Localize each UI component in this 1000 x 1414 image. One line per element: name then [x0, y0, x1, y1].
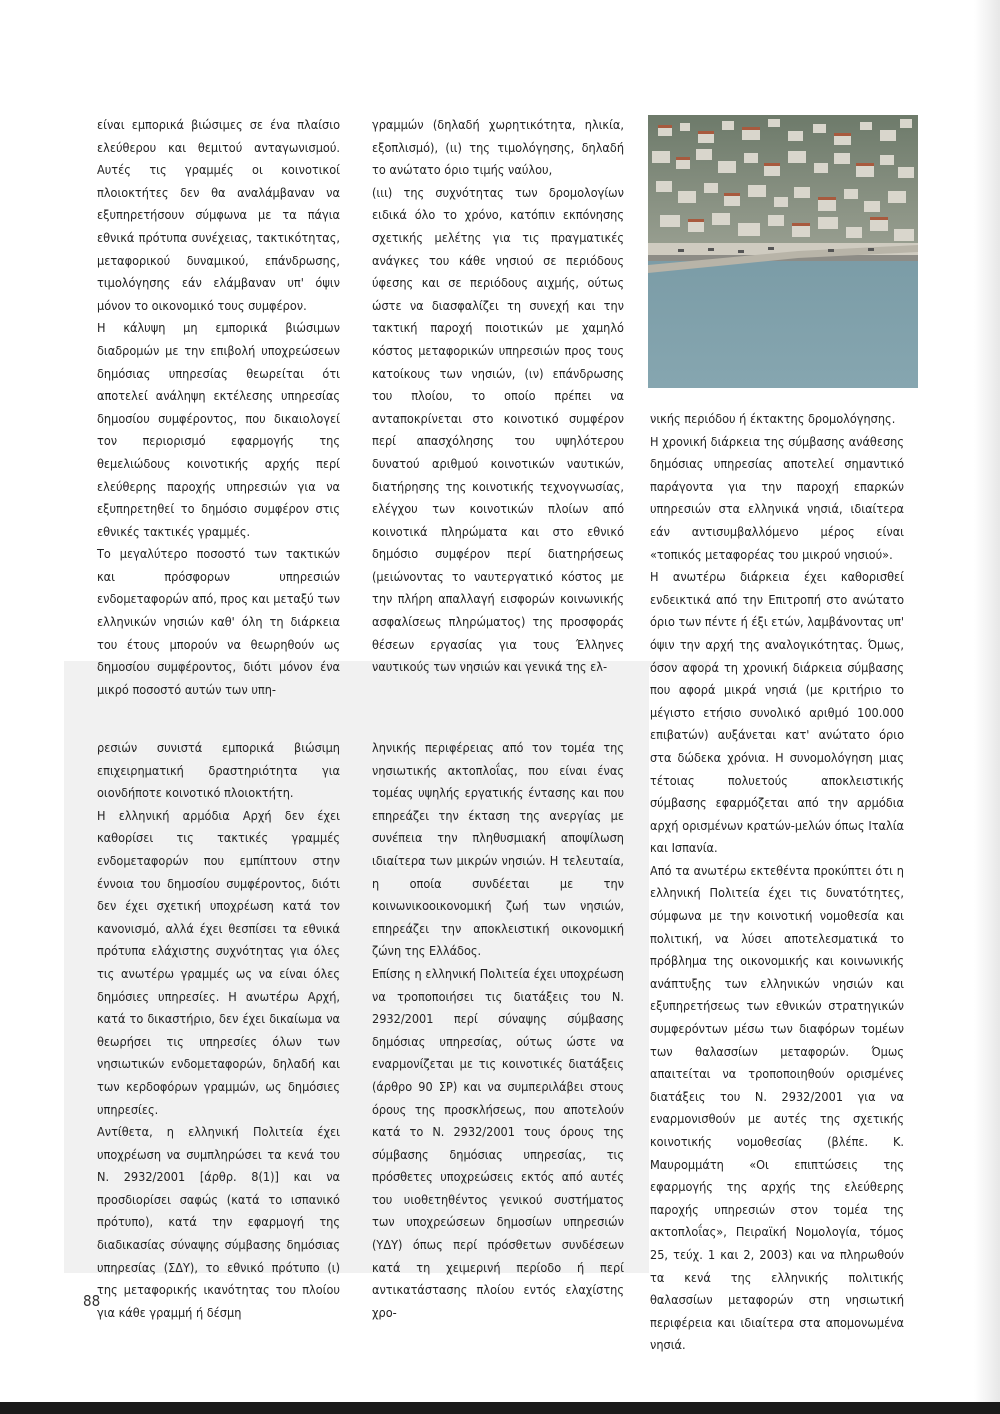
- scan-page-edge: [974, 0, 1000, 1414]
- paragraph: Η ανωτέρω διάρκεια έχει καθορισθεί ενδεικτικά από την Επιτροπή στο ανώτατο όριο των πέντε ή έξι ετών, λαμβάνοντας υπ' όψιν την αρχή της αναλογικότητας. Όμως, όσον αφορά τη χρονική διάρκεια σύμβασης που αφορά μικρά νησιά (με κριτήριο το μέγιστο ετήσιο συνολικό αριθμό 100.000 επιβατών) αυξάνεται κατ' ανώτατο όριο στα δώδεκα χρόνια. Η συνομολόγηση μιας τέτοιας πολυετούς αποκλειστικής σύμβασης εφαρμόζεται από την αρμόδια αρχή ορισμένων κρατών-μελών όπως Ιταλία και Ισπανία.: [650, 569, 904, 856]
- paragraph: Από τα ανωτέρω εκτεθέντα προκύπτει ότι η ελληνική Πολιτεία έχει τις δυνατότητες, σύμφωνα με την κοινοτική νομοθεσία και πολιτική, να λύσει αποτελεσματικά το πρόβλημα της οικονομικής και κοινωνικής ανάπτυξης των ελληνικών νησιών και εξυπηρετήσεως των εθνικών στρατηγικών συμφερόντων μέσω των διαφόρων τομέων των θαλασσίων μεταφορών. Όμως απαιτείται να τροποποιηθούν ορισμένες διατάξεις του Ν. 2932/2001 για να εναρμονισθούν με αυτές της σχετικής κοινοτικής νομοθεσίας (βλέπε. Κ. Μαυρομμάτη «Οι επιπτώσεις της εφαρμογής της αρχής της ελεύθερης παροχής υπηρεσιών στον τομέα της ακτοπλοΐας», Πειραϊκή Νομολογία, τόμος 25, τεύχ. 1 και 2, 2003) και να πληρωθούν τα κενά της ελληνικής πολιτικής θαλασσίων μεταφορών στη νησιωτική περιφέρεια και ιδιαίτερα στα απομονωμένα νησιά.: [650, 862, 904, 1353]
- paragraph: (ιιι) της συχνότητας των δρομολογίων ειδικά όλο το χρόνο, κατόπιν εκπόνησης σχετικής μελέτης για τις πραγματικές ανάγκες του κάθε νησιού σε περιόδους ύφεσης και σε περιόδους αιχμής, ούτως ώστε να διασφαλίζει τη συνεχή και την τακτική παροχή ποιοτικών με χαμηλό κόστος μεταφορικών υπηρεσιών προς τους κατοίκους των νησιών, (ιν) επάνδρωσης του πλοίου, το οποίο πρέπει να ανταποκρίνεται στο κοινοτικό συμφέρον περί απασχόλησης του υψηλότερου δυνατού αριθμού κοινοτικών ναυτικών, διατήρησης της κοινοτικής τεχνογνωσίας, ελέγχου των κοινοτικών πλοίων από κοινοτικά πληρώματα και στο εθνικό δημόσιο συμφέρον περί διατηρήσεως (μειώνοντας το ναυτεργατικό κόστος με την πλήρη απαλλαγή εισφορών κοινωνικής ασφαλίσεως πληρώματος) της προσφοράς θέσεων εργασίας για τους Έλληνες ναυτικούς των νησιών και γενικά της ελ-: [372, 184, 624, 675]
- text-column-2: [372, 114, 624, 679]
- paragraph: ρεσιών συνιστά εμπορικά βιώσιμη επιχειρηματική δραστηριότητα για οιονδήποτε κοινοτικό πλοιοκτήτη.: [97, 740, 340, 801]
- paragraph: είναι εμπορικά βιώσιμες σε ένα πλαίσιο ελεύθερου και θεμιτού ανταγωνισμού. Αυτές τις γραμμές οι κοινοτικοί πλοιοκτήτες δεν θα αναλάμβαναν να εξυπηρετήσουν σύμφωνα με τα πάγια εθνικά πρότυπα συνέχειας, τακτικότητας, μεταφορικού δυναμικού, επάνδρωσης, τιμολόγησης εάν ελάμβαναν υπ' όψιν μόνον το οικονομικό τους συμφέρον.: [97, 117, 340, 313]
- paragraph: Επίσης η ελληνική Πολιτεία έχει υποχρέωση να τροποποιήσει τις διατάξεις του Ν. 2932/2001 περί σύναψης σύμβασης δημόσιας υπηρεσίας, ούτως ώστε να εναρμονίζεται με τις κοινοτικές διατάξεις (άρθρο 90 ΣΡ) και να συμπεριλάβει στους όρους της προσκλήσεως, που αποτελούν κατά το Ν. 2932/2001 τους όρους της σύμβασης δημόσιας υπηρεσίας, τις πρόσθετες υποχρεώσεις εκτός από αυτές του υιοθετηθέντος γενικού συστήματος των υποχρεώσεων δημοσίων υπηρεσιών (ΥΔΥ) όπως περί πρόσθετων συνδέσεων κατά τη χειμερινή περίοδο ή περί αντικατάστασης πλοίου εντός ελαχίστης χρο-: [372, 965, 624, 1320]
- paragraph: γραμμών (δηλαδή χωρητικότητα, ηλικία, εξοπλισμό), (ιι) της τιμολόγησης, δηλαδή το ανώτατο όριο τιμής ναύλου,: [372, 117, 624, 178]
- text-column-1: [97, 114, 340, 701]
- text-column-4: [372, 737, 624, 1324]
- paragraph: ληνικής περιφέρειας από τον τομέα της νησιωτικής ακτοπλοΐας, που είναι ένας τομέας υψηλής εργατικής έντασης και που επηρεάζει την έκταση της ανεργίας με συνέπεια την πληθυσμιακή αποψίλωση ιδιαίτερα των μικρών νησιών. Η τελευταία, η οποία συνδέεται με την κοινωνικοοικονομική ζωή των νησιών, επηρεάζει την αποκλειστική οικονομική ζώνη της Ελλάδος.: [372, 740, 624, 959]
- page-number: 88: [83, 1292, 101, 1310]
- paragraph: Αντίθετα, η ελληνική Πολιτεία έχει υποχρέωση να συμπληρώσει τα κενά του Ν. 2932/2001 [άρθρ. 8(1)] και να προσδιορίσει σαφώς (κατά το ισπανικό πρότυπο), κατά την εφαρμογή της διαδικασίας σύναψης σύμβασης δημόσιας υπηρεσίας (ΣΔΥ), το εθνικό πρότυπο (ι) της μεταφορικής ικανότητας του πλοίου για κάθε γραμμή ή δέσμη: [97, 1124, 340, 1320]
- harbor-town-photo: [648, 115, 918, 388]
- text-column-5: [650, 408, 904, 1357]
- paragraph: Η κάλυψη μη εμπορικά βιώσιμων διαδρομών με την επιβολή υποχρεώσεων δημόσιας υπηρεσίας θεωρείται ότι αποτελεί ανάληψη εκτέλεσης υπηρεσίας δημοσίου συμφέροντος, που δικαιολογεί τον περιορισμό εφαρμογής της θεμελιώδους κοινοτικής αρχής περί ελεύθερης παροχής υπηρεσιών για να εξυπηρετηθεί το δημόσιο συμφέρον στις εθνικές τακτικές γραμμές.: [97, 320, 340, 539]
- paragraph: Η ελληνική αρμόδια Αρχή δεν έχει καθορίσει τις τακτικές γραμμές ενδομεταφορών που εμπίπτουν στην έννοια του δημοσίου συμφέροντος, διότι δεν έχει σχετική υποχρέωση κατά τον κανονισμό, αλλά έχει θεσπίσει τα εθνικά πρότυπα ελάχιστης συχνότητας για όλες τις ανωτέρω γραμμές ως να είναι όλες δημόσιες υπηρεσίες. Η ανωτέρω Αρχή, κατά το δικαστήριο, δεν έχει δικαίωμα να θεωρήσει τις υπηρεσίες όλων των νησιωτικών ενδομεταφορών, δηλαδή και των κερδοφόρων γραμμών, ως δημόσιες υπηρεσίες.: [97, 807, 340, 1117]
- text-column-3: [97, 737, 340, 1324]
- paragraph: νικής περιόδου ή έκτακτης δρομολόγησης.: [650, 411, 896, 426]
- paragraph: Το μεγαλύτερο ποσοστό των τακτικών και πρόσφορων υπηρεσιών ενδομεταφορών από, προς και μεταξύ των ελληνικών νησιών καθ' όλη τη διάρκεια του έτους μπορούν να θεωρηθούν ως δημοσίου συμφέροντος, διότι μόνον ένα μικρό ποσοστό αυτών των υπη-: [97, 546, 340, 697]
- scan-bottom-edge: [0, 1402, 1000, 1414]
- paragraph: Η χρονική διάρκεια της σύμβασης ανάθεσης δημόσιας υπηρεσίας αποτελεί σημαντικό παράγοντα για την παροχή επαρκών υπηρεσιών στα ελληνικά νησιά, ιδιαίτερα εάν αντισυμβαλλόμενο μέρος είναι «τοπικός μεταφορέας του μικρού νησιού».: [650, 433, 904, 562]
